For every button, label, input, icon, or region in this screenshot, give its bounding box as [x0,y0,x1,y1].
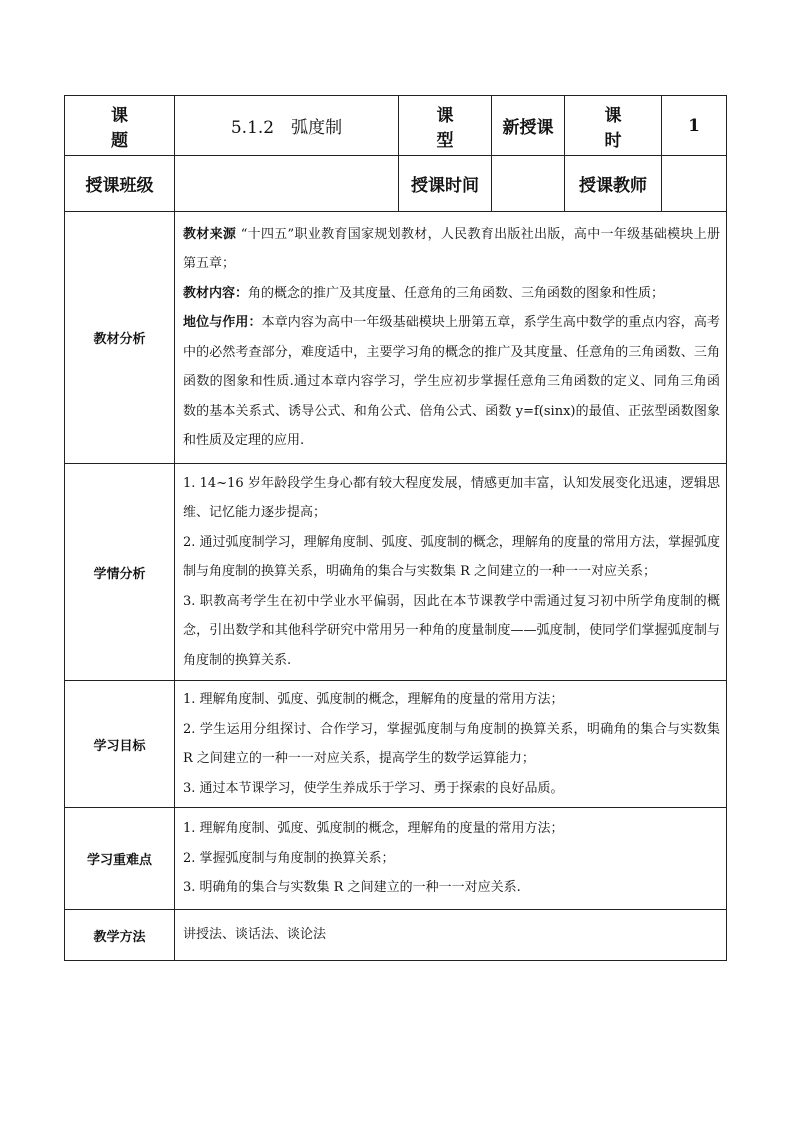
material-role-text: 本章内容为高中一年级基础模块上册第五章，系学生高中数学的重点内容，高考中的必然考查部分，难度适中，主要学习角的概念的推广及其度量、任意角的三角函数、三角函数的图象和性质.通过本章内容学习，学生应初步掌握任意角三角函数的定义、同角三角函数的基本关系式、诱导公式、和角公式、倍角公式、函数 y=f(sinx)的最值、正弦型函数图象和性质及定理的应用. [183,315,720,448]
methods-row [65,910,727,961]
lesson-type-label: 课 型 [399,96,492,156]
time-label: 授课时间 [399,156,492,212]
student-analysis-item: 2. 通过弧度制学习，理解角度制、弧度、弧度制的概念，理解角的度量的常用方法，掌握弧度制与角度制的换算关系，明确角的集合与实数集 R 之间建立的一种一一对应关系； [183,534,720,580]
header-row-2 [65,156,727,212]
class-hours-label: 课 时 [565,96,662,156]
student-analysis-content [175,464,727,681]
objectives-content [175,681,727,808]
material-role [183,308,720,456]
student-analysis-row [65,464,727,681]
student-analysis-item: 1. 14~16 岁年龄段学生身心都有较大程度发展，情感更加丰富，认知发展变化迅速，逻辑思维、记忆能力逐步提高； [183,475,720,521]
objective-item: 2. 学生运用分组探讨、合作学习，掌握弧度制与角度制的换算关系，明确角的集合与实数集 R 之间建立的一种一一对应关系，提高学生的数学运算能力； [183,721,720,766]
material-content [183,279,720,309]
objectives-row [65,681,727,808]
key-points-label: 学习重难点 [65,808,175,910]
student-analysis-item: 3. 职教高考学生在初中学业水平偏弱，因此在本节课教学中需通过复习初中所学角度制的概念，引出数学和其他科学研究中常用另一种角的度量制度——弧度制，使同学们掌握弧度制与角度制的换算关系. [183,593,720,668]
lesson-plan-table [64,95,727,961]
material-role-label: 地位与作用： [183,315,262,330]
material-content-text: 角的概念的推广及其度量、任意角的三角函数、三角函数的图象和性质； [248,285,665,301]
objective-item: 3. 通过本节课学习，使学生养成乐于学习、勇于探索的良好品质。 [183,780,564,796]
material-source-label: 教材来源 [183,226,237,242]
key-point-item: 3. 明确角的集合与实数集 R 之间建立的一种一一对应关系. [183,880,521,896]
key-point-item: 1. 理解角度制、弧度、弧度制的概念，理解角的度量的常用方法； [183,821,564,837]
topic-value: 5.1.2 弧度制 [175,96,399,156]
objective-item: 1. 理解角度制、弧度、弧度制的概念，理解角的度量的常用方法； [183,692,564,707]
objectives-label: 学习目标 [65,681,175,808]
methods-label: 教学方法 [65,910,175,961]
time-value [492,156,565,212]
student-analysis-label: 学情分析 [65,464,175,681]
key-points-content [175,808,727,910]
material-analysis-label: 教材分析 [65,212,175,464]
material-content-label: 教材内容： [183,285,249,301]
class-label: 授课班级 [65,156,175,212]
topic-label: 课 题 [65,96,175,156]
header-row-1 [65,96,727,156]
key-point-item: 2. 掌握弧度制与角度制的换算关系； [183,850,395,866]
teacher-value [662,156,727,212]
material-source-text: “十四五”职业教育国家规划教材，人民教育出版社出版，高中一年级基础模块上册第五章； [183,226,720,271]
material-analysis-content [175,212,727,464]
material-analysis-row [65,212,727,464]
teacher-label: 授课教师 [565,156,662,212]
methods-content: 讲授法、谈话法、谈论法 [175,910,727,961]
class-hours-value: 1 [662,96,727,156]
lesson-type-value: 新授课 [492,96,565,156]
key-points-row [65,808,727,910]
material-source [183,220,720,279]
class-value [175,156,399,212]
